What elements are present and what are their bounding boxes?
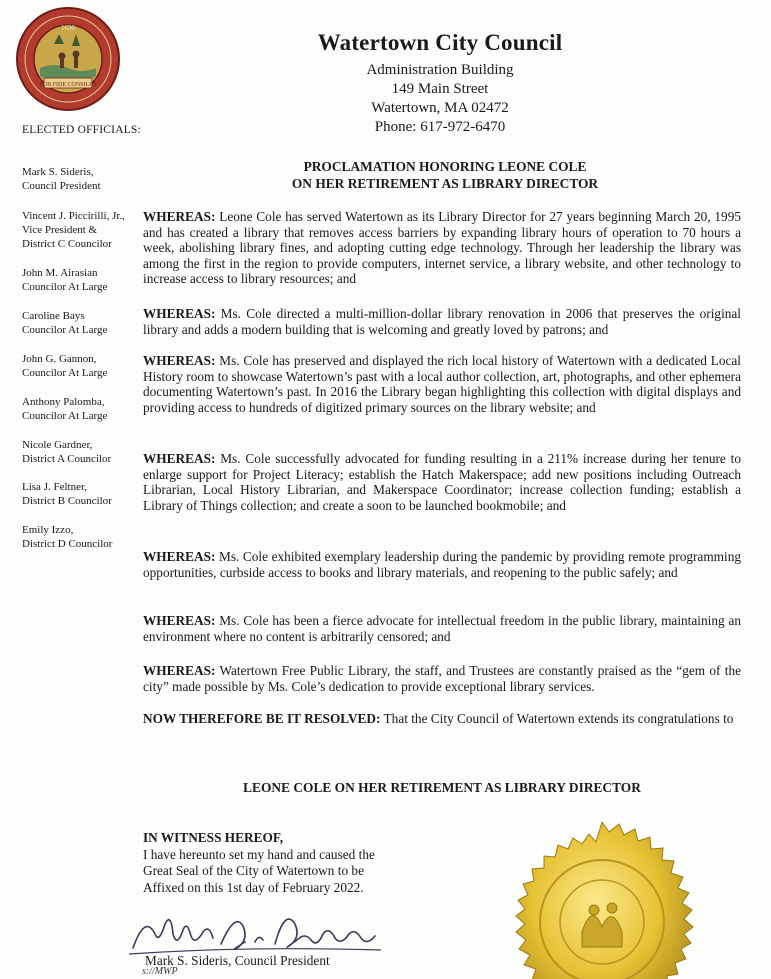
seal-year: 1630 — [61, 24, 75, 32]
whereas-clause — [143, 451, 741, 513]
letterhead — [250, 30, 630, 137]
clause-text: That the City Council of Watertown extends its congratulations to — [383, 711, 734, 726]
title-line: ON HER RETIREMENT AS LIBRARY DIRECTOR — [291, 176, 599, 191]
address-line: Watertown, MA 02472 — [371, 100, 509, 116]
council-name: Watertown City Council — [317, 30, 563, 55]
honoree-line: LEONE COLE ON HER RETIREMENT AS LIBRARY DIRECTOR — [243, 780, 641, 795]
official-name: Mark S. Sideris, — [22, 166, 94, 178]
official-role: Councilor At Large — [22, 367, 108, 379]
official-entry — [22, 309, 140, 337]
official-entry — [22, 438, 140, 466]
witness-line: Great Seal of the City of Watertown to be — [143, 863, 364, 879]
clause-keyword: WHEREAS: — [143, 663, 216, 678]
initials: s://MWP — [142, 966, 178, 977]
official-entry — [22, 352, 140, 380]
official-role: District D Councilor — [22, 538, 113, 550]
address-line: 149 Main Street — [391, 81, 489, 97]
official-entry — [22, 165, 140, 193]
official-role: Council President — [22, 180, 101, 192]
witness-block — [143, 830, 443, 896]
official-name: Caroline Bays — [22, 310, 85, 322]
clause-text: Watertown Free Public Library, the staff, and Trustees are constantly praised as the “gem of the city” made possible by Ms. Cole’s dedication to provide exceptional library services. — [143, 663, 741, 694]
official-name: John M. Airasian — [22, 267, 98, 279]
official-role: District A Councilor — [22, 453, 112, 465]
clause-text: Ms. Cole successfully advocated for funding resulting in a 211% increase during her tenure to enlarge support for Project Literacy; establish the Hatch Makerspace; add new positions including Outreach Librarian, Local History Librarian, and Makerspace Coordinator; increase collection funding; establish a Library of Things collection; and create a soon to be launched bookmobile; and — [143, 451, 741, 513]
clause-text: Ms. Cole exhibited exemplary leadership during the pandemic by providing remote programming opportunities, curbside access to books and library materials, and reopening to the public safely; and — [143, 549, 741, 580]
clause-keyword: WHEREAS: — [143, 209, 216, 224]
clause-keyword: NOW THEREFORE BE IT RESOLVED: — [143, 711, 381, 726]
phone-line: Phone: 617-972-6470 — [374, 119, 506, 135]
official-entry — [22, 480, 140, 508]
official-role: District B Councilor — [22, 495, 112, 507]
witness-line: Affixed on this 1st day of February 2022. — [143, 879, 364, 895]
whereas-clause — [143, 663, 741, 694]
official-entry — [22, 523, 140, 551]
official-name: John G. Gannon, — [22, 353, 97, 365]
clause-text: Ms. Cole directed a multi-million-dollar library renovation in 2006 that preserves the original library and adds a modern building that is welcoming and greatly loved by patrons; and — [143, 306, 742, 337]
official-name: Anthony Palomba, — [22, 396, 105, 408]
whereas-clause — [143, 613, 741, 644]
witness-line: I have hereunto set my hand and caused the — [143, 846, 375, 862]
proclamation-title — [200, 158, 690, 192]
witness-heading: IN WITNESS HEREOF, — [143, 830, 284, 845]
official-name: Emily Izzo, — [22, 524, 74, 536]
title-line: PROCLAMATION HONORING LEONE COLE — [303, 159, 587, 174]
official-role: Councilor At Large — [22, 410, 108, 422]
clause-keyword: WHEREAS: — [143, 613, 216, 628]
clause-text: Ms. Cole has preserved and displayed the rich local history of Watertown with a dedicated Local History room to showcase Watertown’s past with a local author collection, art, photographs, and other ephemera documenting Watertown’s past. In 2016 the Library began highlighting this collection with digital displays and providing access to hundreds of digitized primary sources on the library website; and — [143, 353, 742, 415]
clause-text: Leone Cole has served Watertown as its Library Director for 27 years beginning March 20, 1995 and has created a library that removes access barriers by expanding library hours of operation to 70 hours a week, abolishing library fines, and adopting cutting edge technology. Through her leadership the library was among the first in the region to provide computers, internet service, a library website, and other technology to increase access to library resources; and — [143, 209, 741, 287]
official-role: Councilor At Large — [22, 324, 108, 336]
official-entry — [22, 209, 140, 251]
address-line: Administration Building — [366, 62, 514, 78]
official-name: Lisa J. Feltner, — [22, 481, 87, 493]
officials-heading: ELECTED OFFICIALS: — [22, 124, 141, 136]
whereas-clause — [143, 306, 741, 337]
embossed-gold-seal-icon — [492, 820, 712, 979]
official-name: Vincent J. Piccirilli, Jr., — [22, 210, 125, 222]
official-entry — [22, 395, 140, 423]
whereas-clause — [143, 209, 741, 287]
clause-keyword: WHEREAS: — [143, 451, 216, 466]
signature-caption: Mark S. Sideris, Council President — [145, 953, 330, 968]
whereas-clause — [143, 353, 741, 415]
whereas-clause — [143, 549, 741, 580]
seal-motto: SUB FIDE CONSILIIS — [39, 82, 97, 88]
clause-keyword: WHEREAS: — [143, 306, 216, 321]
official-name: Nicole Gardner, — [22, 439, 93, 451]
official-role: Vice President & — [22, 224, 98, 236]
official-role: Councilor At Large — [22, 281, 108, 293]
official-entry — [22, 266, 140, 294]
clause-text: Ms. Cole has been a fierce advocate for intellectual freedom in the public library, maintaining an environment where no content is arbitrarily censored; and — [143, 613, 741, 644]
official-role: District C Councilor — [22, 238, 112, 250]
resolved-clause — [143, 711, 741, 727]
clause-keyword: WHEREAS: — [143, 549, 216, 564]
city-seal-icon — [14, 6, 122, 112]
clause-keyword: WHEREAS: — [143, 353, 216, 368]
